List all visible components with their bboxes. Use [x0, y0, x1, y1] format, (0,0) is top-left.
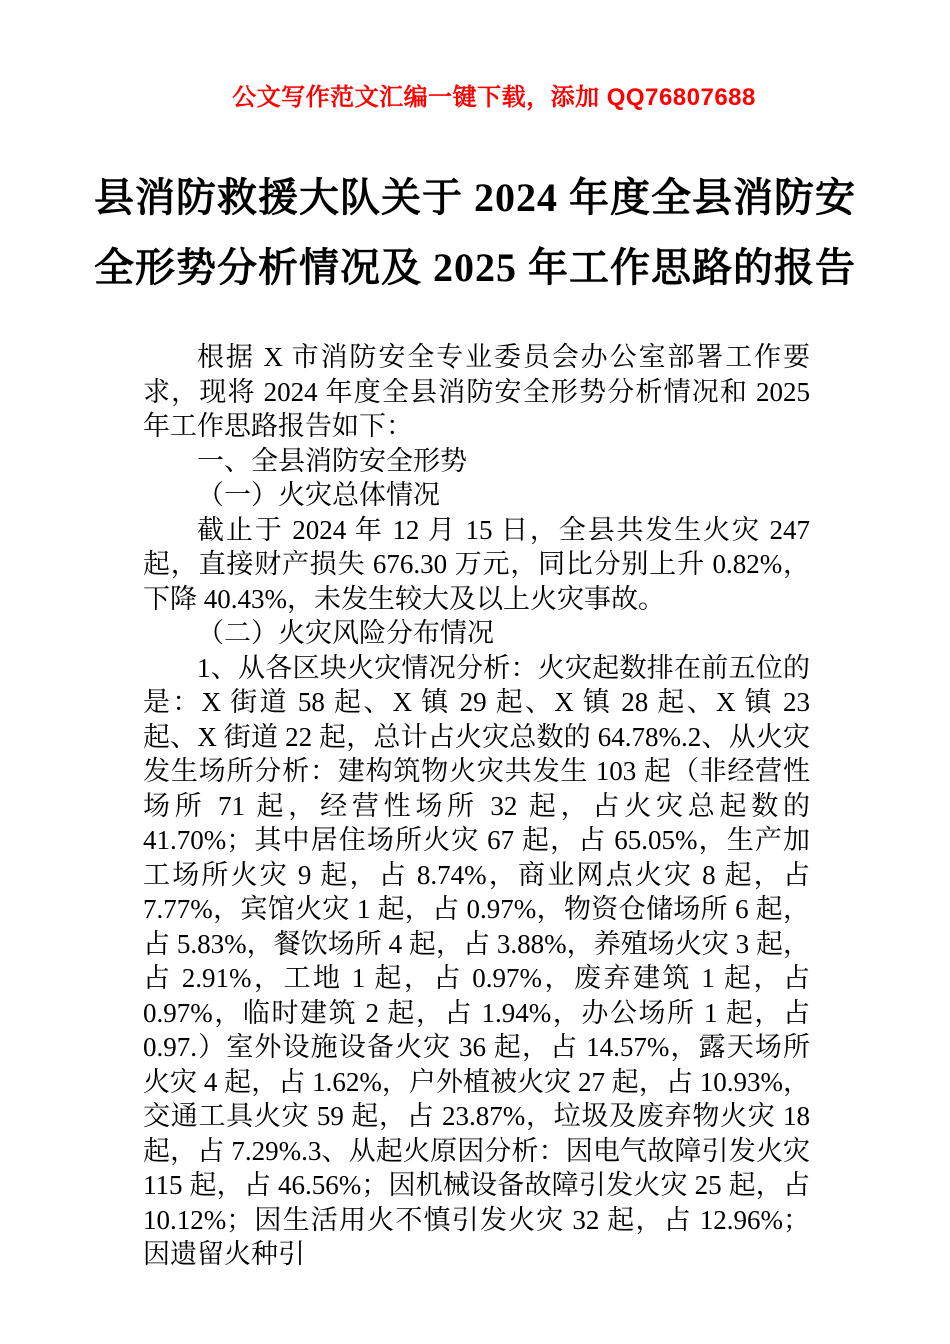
promo-banner-text: 公文写作范文汇编一键下载，添加 QQ76807688 [232, 84, 756, 111]
risk-distribution-paragraph: 1、从各区块火灾情况分析：火灾起数排在前五位的是：X 街道 58 起、X 镇 29 起、X 镇 28 起、X 镇 23 起、X 街道 22 起，总计占火灾总数的 64.78%.2、从火灾发生场所分析：建构筑物火灾共发生 103 起（非经营性场所 71 起，经营性场所 32 起，占火灾总起数的 41.70%；其中居住场所火灾 67 起，占 65.05%，生产加工场所火灾 9 起，占 8.74%，商业网点火灾 8 起，占 7.77%，宾馆火灾 1 起，占 0.97%，物资仓储场所 6 起，占 5.83%，餐饮场所 4 起，占 3.88%，养殖场火灾 3 起，占 2.91%，工地 1 起，占 0.97%，废弃建筑 1 起，占 0.97%，临时建筑 2 起，占 1.94%，办公场所 1 起，占 0.97.）室外设施设备火灾 36 起，占 14.57%，露天场所火灾 4 起，占 1.62%，户外植被火灾 27 起，占 10.93%，交通工具火灾 59 起，占 23.87%，垃圾及废弃物火灾 18 起，占 7.29%.3、从起火原因分析：因电气故障引发火灾 115 起，占 46.56%；因机械设备故障引发火灾 25 起，占 10.12%；因生活用火不慎引发火灾 32 起，占 12.96%；因遗留火种引 [143, 652, 810, 1269]
intro-paragraph: 根据 X 市消防安全专业委员会办公室部署工作要求，现将 2024 年度全县消防安全形势分析情况和 2025 年工作思路报告如下： [143, 342, 810, 441]
section-heading-1: 一、全县消防安全形势 [197, 445, 467, 476]
fire-overview-paragraph: 截止于 2024 年 12 月 15 日，全县共发生火灾 247 起，直接财产损失 676.30 万元，同比分别上升 0.82%，下降 40.43%，未发生较大及以上火灾事故。 [143, 514, 810, 614]
document-title [75, 163, 875, 303]
document-body [143, 340, 810, 1272]
subsection-heading-1: （一）火灾总体情况 [197, 480, 440, 510]
document-title-line-2: 全形势分析情况及 2025 年工作思路的报告 [94, 245, 856, 290]
document-title-line-1: 县消防救援大队关于 2024 年度全县消防安 [94, 175, 856, 220]
subsection-heading-2: （二）火灾风险分布情况 [197, 618, 494, 648]
